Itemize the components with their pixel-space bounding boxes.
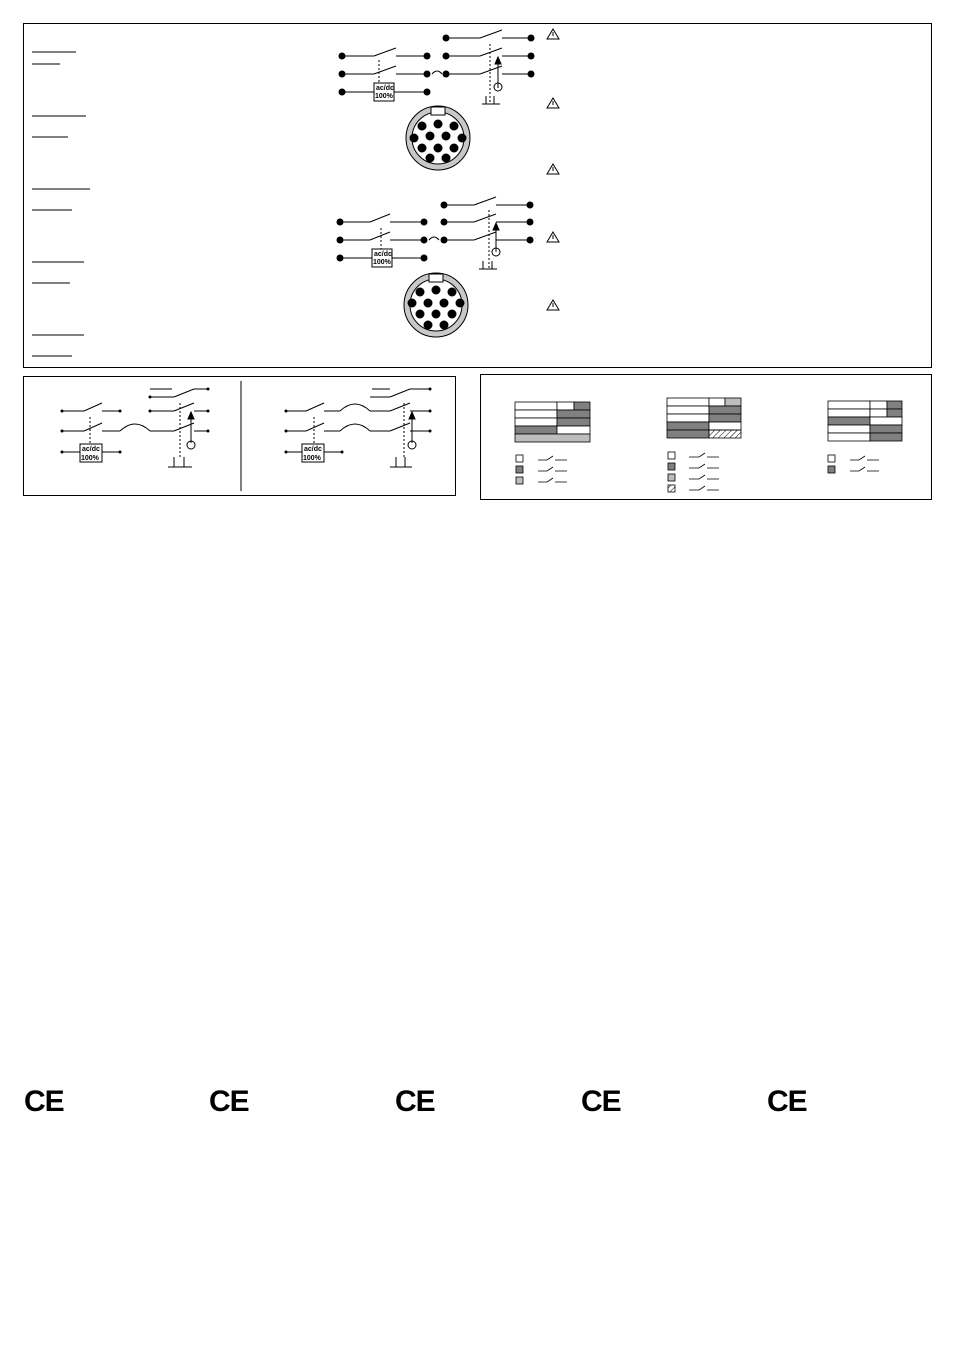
wiring-diagram-svg: [24, 377, 457, 497]
coil-label: ac/dc: [376, 85, 394, 92]
ce-mark-icon: CE: [395, 1085, 435, 1118]
text-placeholder-lines: [32, 52, 90, 356]
socket-connector-icon: [406, 106, 470, 170]
ce-mark-icon: CE: [581, 1085, 621, 1118]
top-diagram-svg: [24, 24, 933, 369]
coil-label: ac/dc: [304, 446, 322, 453]
warning-icon: [547, 98, 559, 108]
ce-mark-icon: CE: [767, 1085, 807, 1118]
relay-schematic-upper-terminals: [339, 35, 535, 96]
state-table-1: [515, 402, 590, 442]
wiring-diagram-panel: [23, 376, 456, 496]
state-table-svg: [481, 375, 933, 501]
top-diagram-panel: [23, 23, 932, 368]
relay-schematic-lower: [340, 197, 530, 269]
warning-icon: [547, 164, 559, 174]
warning-icon: [547, 29, 559, 39]
ce-mark-icon: CE: [209, 1085, 249, 1118]
state-legend-3: [828, 455, 835, 473]
state-table-2: [667, 398, 741, 438]
state-table-3: [828, 401, 902, 441]
state-legend-2: [668, 452, 675, 492]
coil-label: ac/dc: [374, 251, 392, 258]
coil-percent: 100%: [373, 259, 391, 266]
state-table-panel: [480, 374, 932, 500]
relay-schematic-lower-terminals: [337, 202, 534, 262]
socket-connector-icon: [404, 273, 468, 337]
relay-schematic-upper: [342, 30, 531, 104]
coil-label: ac/dc: [82, 446, 100, 453]
warning-icon: [547, 232, 559, 242]
warning-icon: [547, 300, 559, 310]
ce-mark-icon: CE: [24, 1085, 64, 1118]
coil-percent: 100%: [81, 455, 99, 462]
coil-percent: 100%: [375, 93, 393, 100]
coil-percent: 100%: [303, 455, 321, 462]
state-legend-1: [516, 455, 523, 484]
